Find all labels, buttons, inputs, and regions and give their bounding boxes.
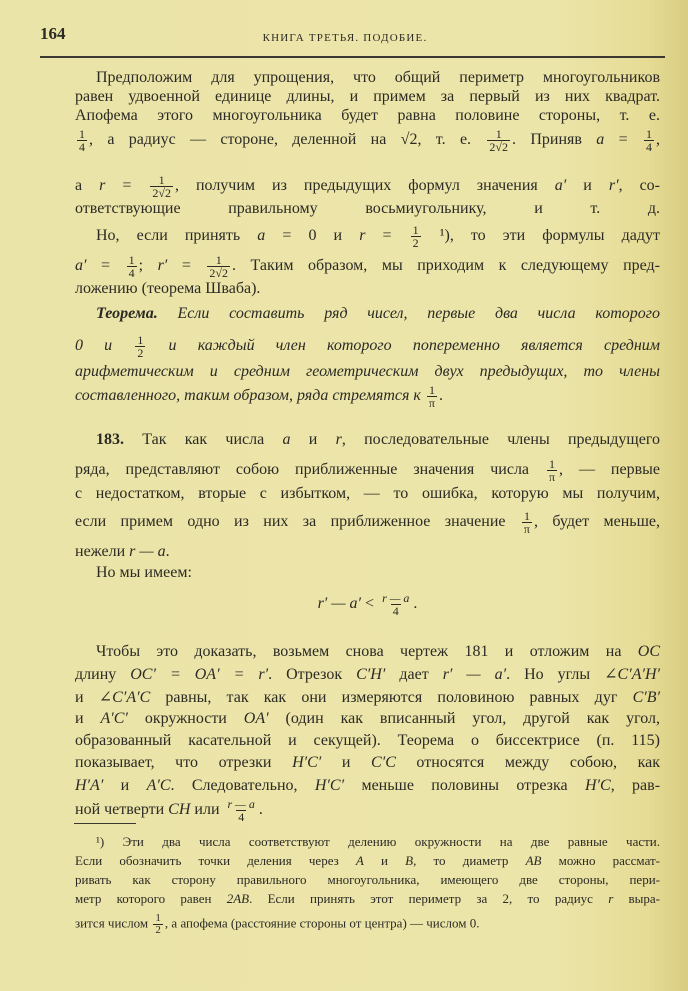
text-run: = (105, 176, 149, 194)
text-run: = (365, 226, 409, 244)
fraction-numerator: 1 (128, 252, 135, 267)
footnote-rule (74, 823, 136, 824)
fraction-numerator: 1 (137, 332, 144, 347)
text-run: , получим из предыдущих формул значения (174, 176, 555, 194)
text-line (75, 666, 660, 684)
fraction-denominator: 4 (128, 265, 135, 280)
math-expression: r′ — a′ (317, 594, 362, 612)
math-expression: ∠C′A′C (98, 689, 151, 706)
text-run: нежели (75, 543, 130, 560)
fraction-numerator: 1 (412, 222, 419, 237)
math-expression: a′ (554, 176, 567, 194)
text-line (75, 107, 660, 125)
text-run: = (86, 256, 125, 274)
math-expression: a′ (75, 256, 87, 274)
fraction-denominator: π (428, 395, 435, 410)
math-expression: и каждый член которого попеременно является средним (147, 336, 661, 354)
text-run: ; (138, 256, 158, 274)
fraction-denominator: 4 (238, 809, 245, 824)
text-run: Но, если принять (96, 226, 258, 244)
text-line (75, 485, 660, 503)
text-run: и (75, 710, 101, 727)
fraction (487, 128, 510, 153)
text-line (75, 689, 660, 707)
fraction-denominator: 2√2 (209, 265, 228, 280)
fraction (150, 174, 173, 199)
fraction-denominator: 2√2 (489, 139, 508, 154)
text-line (75, 732, 660, 750)
text-line (75, 384, 660, 409)
footnote-line (75, 891, 660, 906)
text-line (75, 88, 660, 106)
math-expression: r′ (608, 176, 619, 194)
math-expression: r (359, 226, 366, 244)
text-run: равен удвоенной единице длины, и примем за первый из них квадрат. (75, 88, 660, 105)
text-run: длину (75, 666, 131, 683)
text-run: . Если принять этот периметр за 2, то радиус (249, 890, 609, 906)
math-expression: A′C (146, 777, 171, 794)
text-run: ривать как сторону правильного многоугольника, имеющего две стороны, пери- (75, 871, 660, 887)
text-line (75, 510, 660, 535)
fraction-numerator: 1 (428, 382, 435, 397)
math-expression: C′H′ (356, 666, 386, 683)
fraction (135, 334, 145, 359)
header-rule (40, 56, 665, 58)
text-run: , (656, 130, 661, 148)
fraction-numerator: 1 (646, 126, 653, 141)
text-run: . (413, 594, 418, 612)
text-run: < (361, 594, 379, 612)
fraction (522, 510, 532, 535)
fraction (127, 254, 137, 279)
text-run: . (438, 386, 443, 404)
text-line (96, 69, 660, 87)
text-run: с недостатком, вторые с избытком, — то ошибка, которую мы получим, (75, 485, 660, 502)
fraction-numerator: 1 (495, 126, 502, 141)
text-line (96, 643, 660, 661)
text-run: окружности (127, 710, 244, 727)
text-run: и (566, 176, 609, 194)
text-run: Но мы имеем: (96, 564, 192, 581)
text-line (96, 305, 660, 323)
math-expression: r (335, 431, 342, 448)
text-run: , то диаметр (413, 852, 526, 868)
math-expression: составленного, таким образом, ряда стремятся к (75, 386, 425, 404)
text-run: , а радиус — стороне, деленной на √2, т. е. (89, 130, 486, 148)
footnote-line (75, 913, 660, 936)
text-line (75, 543, 660, 561)
text-run: , а апофема (расстояние стороны от центра) — числом 0. (164, 914, 480, 930)
text-line (96, 224, 660, 249)
emphasis: 183. (96, 431, 124, 448)
emphasis: Теорема. (96, 305, 178, 322)
text-run: метр которого равен (75, 890, 227, 906)
math-expression: OA′ (243, 710, 269, 727)
text-run: относятся между собою, как (395, 754, 661, 771)
fraction-denominator: 4 (79, 139, 85, 154)
text-run: . (165, 543, 170, 560)
math-expression: H′C (584, 777, 611, 794)
text-run: = (167, 256, 206, 274)
text-run: ряда, представляют собою приближенные значения числа (75, 460, 545, 478)
text-run: . Таким образом, мы приходим к следующему пред- (232, 256, 661, 274)
text-run: . Но углы (506, 666, 605, 683)
fraction-denominator: 2 (137, 345, 144, 360)
text-run: ложению (теорема Шваба). (75, 280, 261, 297)
text-run: дает (385, 666, 443, 683)
fraction-denominator: 4 (392, 603, 399, 618)
fraction (411, 224, 421, 249)
fraction (380, 592, 411, 617)
text-run: а (75, 176, 100, 194)
fraction (547, 458, 557, 483)
text-run: Предположим для упрощения, что общий периметр многоугольников (96, 69, 660, 86)
text-run: и (321, 754, 372, 771)
text-run: , будет меньше, (533, 512, 661, 530)
running-title: КНИГА ТРЕТЬЯ. ПОДОБИЕ. (262, 32, 428, 44)
footnote-line (96, 834, 660, 849)
math-expression: CH (168, 800, 191, 818)
text-line (75, 798, 660, 823)
fraction (153, 913, 163, 936)
text-run: выра- (613, 890, 660, 906)
fraction-numerator: r — a (382, 590, 410, 605)
footnote-line (75, 872, 660, 887)
text-run: или (190, 800, 224, 818)
math-expression: OC (637, 643, 660, 660)
fraction-denominator: 2 (412, 235, 419, 250)
text-run: . (258, 800, 263, 818)
math-expression: a (282, 431, 291, 448)
text-line (75, 128, 660, 153)
text-run: зится числом (75, 914, 152, 930)
text-run: и (290, 431, 336, 448)
text-run: , со- (618, 176, 661, 194)
math-expression: ∠C′A′H′ (604, 666, 661, 683)
text-run: показывает, что отрезки (75, 754, 293, 771)
text-line (96, 431, 660, 449)
text-run: меньше половины отрезка (344, 777, 585, 794)
text-line (75, 334, 660, 359)
fraction (644, 128, 654, 153)
math-expression: r (608, 890, 614, 906)
fraction-numerator: 1 (523, 508, 530, 523)
math-expression: r (99, 176, 106, 194)
text-run: можно рассмат- (541, 852, 661, 868)
math-expression: H′C′ (292, 754, 322, 771)
text-run: и (363, 852, 406, 868)
text-run: , рав- (610, 777, 661, 794)
math-expression: A′C′ (100, 710, 128, 727)
footnote-line (75, 853, 660, 868)
fraction-numerator: 1 (155, 911, 161, 924)
text-line (75, 254, 660, 279)
text-run: = 0 и (265, 226, 360, 244)
math-expression: OC′ = OA′ = r′ (130, 666, 269, 683)
math-expression: 0 и (75, 336, 134, 354)
fraction-denominator: 4 (646, 139, 653, 154)
text-line (75, 280, 660, 298)
fraction-numerator: 1 (79, 126, 85, 141)
text-run: , — первые (559, 460, 661, 478)
text-line (75, 458, 660, 483)
fraction (77, 128, 87, 153)
math-expression: a (257, 226, 266, 244)
math-expression: r′ — a′ (442, 666, 507, 683)
text-line (96, 564, 660, 582)
text-run: ответствующие правильному восьмиугольнику, и т. д. (75, 200, 660, 217)
text-run: Чтобы это доказать, возьмем снова чертеж 181 и отложим на (96, 643, 638, 660)
math-expression: B (405, 852, 414, 868)
text-run: (один как вписанный угол, другой как угол, (268, 710, 661, 727)
math-expression: AB (525, 852, 542, 868)
fraction-denominator: π (548, 469, 556, 484)
math-expression: C′B′ (632, 689, 661, 706)
math-expression: 2AB (226, 890, 250, 906)
math-expression: арифметическим и средним геометрическим двух предыдущих, то члены (75, 363, 660, 380)
text-run: если примем одно из них за приближенное значение (75, 512, 520, 530)
math-expression: H′C′ (314, 777, 345, 794)
text-run: Апофема этого многоугольника будет равна половине стороны, т. е. (75, 107, 660, 124)
fraction (226, 798, 257, 823)
math-expression: C′C (371, 754, 396, 771)
text-run: = (604, 130, 643, 148)
fraction-numerator: 1 (549, 456, 556, 471)
text-run: ¹) Эти два числа соответствуют делению окружности на две равные части. (96, 833, 660, 849)
fraction (427, 384, 437, 409)
math-expression: H′A′ (75, 777, 104, 794)
math-expression: r — a (129, 543, 166, 560)
fraction-numerator: 1 (158, 172, 165, 187)
math-expression: Если составить ряд чисел, первые два числа которого (177, 305, 661, 322)
text-line (75, 777, 660, 795)
fraction-denominator: π (523, 521, 530, 536)
fraction (207, 254, 230, 279)
text-run: ной четверти (75, 800, 169, 818)
math-expression: a (596, 130, 605, 148)
text-line (75, 200, 660, 218)
fraction-denominator: 2√2 (152, 185, 171, 200)
text-run: . Приняв (511, 130, 597, 148)
page-number: 164 (40, 24, 66, 43)
math-expression: A (355, 852, 364, 868)
text-run: образованный касательной и секущей). Теорема о биссектрисе (п. 115) (75, 732, 660, 749)
text-run: . Отрезок (268, 666, 357, 683)
fraction-denominator: 2 (155, 923, 161, 936)
text-run: , последовательные члены предыдущего (341, 431, 661, 448)
text-line (75, 754, 660, 772)
text-run: и (75, 689, 99, 706)
text-line (75, 363, 660, 381)
text-run: Так как числа (124, 431, 283, 448)
fraction-numerator: r — a (227, 796, 255, 811)
text-line (75, 174, 660, 199)
text-line (75, 592, 660, 617)
fraction-numerator: 1 (215, 252, 222, 267)
text-run: . Следовательно, (170, 777, 315, 794)
text-run: равны, так как они измеряются половиною равных дуг (150, 689, 633, 706)
text-line (75, 710, 660, 728)
math-expression: r′ (157, 256, 168, 274)
text-run: Если обозначить точки деления через (75, 852, 356, 868)
text-run: ¹), то эти формулы дадут (422, 226, 660, 244)
text-run: и (103, 777, 147, 794)
